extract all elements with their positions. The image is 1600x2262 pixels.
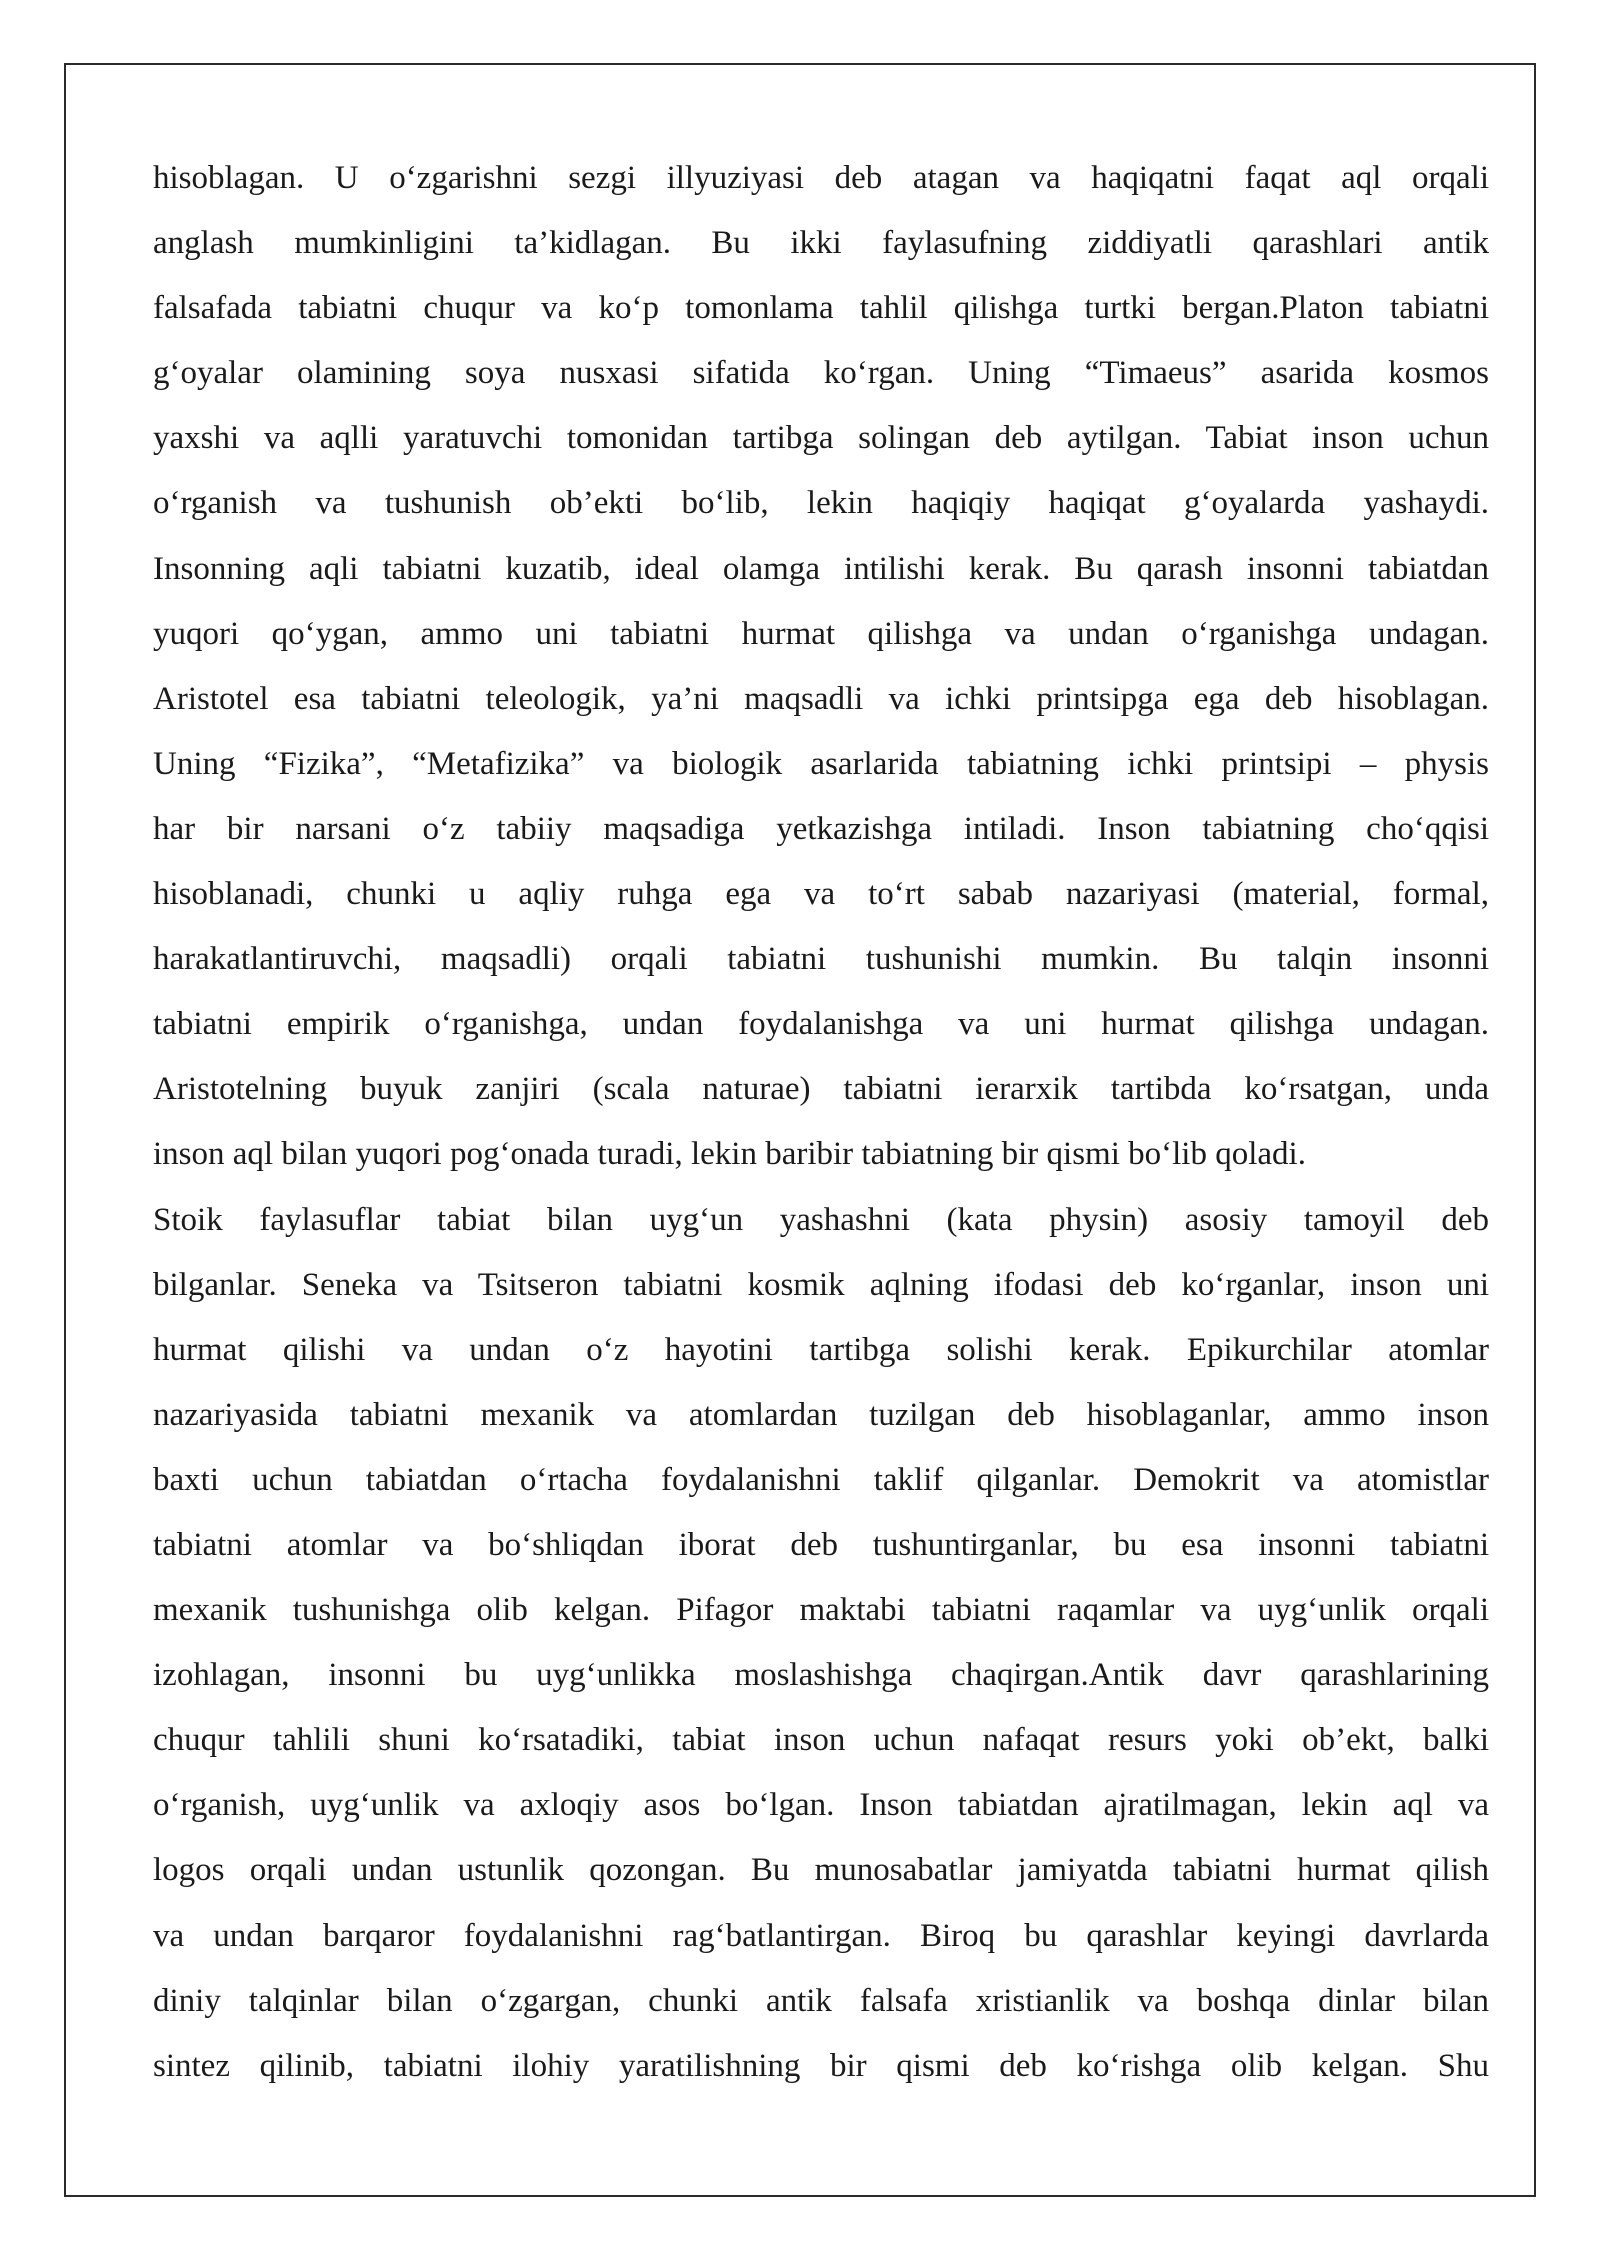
text-line: tabiatni empirik o‘rganishga, undan foydalanishga va uni hurmat qilishga undagan. [153,1006,1489,1043]
text-line: baxti uchun tabiatdan o‘rtacha foydalanishni taklif qilganlar. Demokrit va atomistlar [153,1461,1489,1498]
text-line: harakatlantiruvchi, maqsadli) orqali tabiatni tushunishi mumkin. Bu talqin insonni [153,941,1489,978]
text-line: diniy talqinlar bilan o‘zgargan, chunki antik falsafa xristianlik va boshqa dinlar bilan [153,1982,1489,2019]
text-line: yuqori qo‘ygan, ammo uni tabiatni hurmat qilishga va undan o‘rganishga undagan. [153,615,1489,652]
text-line: o‘rganish, uyg‘unlik va axloqiy asos bo‘lgan. Inson tabiatdan ajratilmagan, lekin aql va [153,1787,1489,1824]
text-line: Insonning aqli tabiatni kuzatib, ideal olamga intilishi kerak. Bu qarash insonni tabiatdan [153,550,1489,587]
text-line: va undan barqaror foydalanishni rag‘batlantirgan. Biroq bu qarashlar keyingi davrlarda [153,1917,1489,1954]
text-line: bilganlar. Seneka va Tsitseron tabiatni kosmik aqlning ifodasi deb ko‘rganlar, inson uni [153,1266,1489,1303]
text-line: izohlagan, insonni bu uyg‘unlikka moslashishga chaqirgan.Antik davr qarashlarining [153,1657,1489,1694]
text-line: Aristotelning buyuk zanjiri (scala naturae) tabiatni ierarxik tartibda ko‘rsatgan, unda [153,1071,1489,1108]
text-line: tabiatni atomlar va bo‘shliqdan iborat deb tushuntirganlar, bu esa insonni tabiatni [153,1526,1489,1563]
text-line: Aristotel esa tabiatni teleologik, ya’ni maqsadli va ichki printsipga ega deb hisoblagan. [153,680,1489,717]
text-line: mexanik tushunishga olib kelgan. Pifagor maktabi tabiatni raqamlar va uyg‘unlik orqali [153,1592,1489,1629]
text-line: hisoblanadi, chunki u aqliy ruhga ega va to‘rt sabab nazariyasi (material, formal, [153,876,1489,913]
text-line: hurmat qilishi va undan o‘z hayotini tartibga solishi kerak. Epikurchilar atomlar [153,1331,1489,1368]
text-line: Uning “Fizika”, “Metafizika” va biologik asarlarida tabiatning ichki printsipi – physis [153,745,1489,782]
text-line: o‘rganish va tushunish ob’ekti bo‘lib, lekin haqiqiy haqiqat g‘oyalarda yashaydi. [153,485,1489,522]
text-line: hisoblagan. U o‘zgarishni sezgi illyuziyasi deb atagan va haqiqatni faqat aql orqali [153,160,1489,196]
text-line: yaxshi va aqlli yaratuvchi tomonidan tartibga solingan deb aytilgan. Tabiat inson uchun [153,420,1489,457]
text-line: Stoik faylasuflar tabiat bilan uyg‘un yashashni (kata physin) asosiy tamoyil deb [153,1201,1489,1238]
text-line: g‘oyalar olamining soya nusxasi sifatida ko‘rgan. Uning “Timaeus” asarida kosmos [153,355,1489,392]
text-line: logos orqali undan ustunlik qozongan. Bu munosabatlar jamiyatda tabiatni hurmat qilish [153,1852,1489,1889]
text-line: har bir narsani o‘z tabiiy maqsadiga yetkazishga intiladi. Inson tabiatning cho‘qqisi [153,810,1489,847]
text-line: sintez qilinib, tabiatni ilohiy yaratilishning bir qismi deb ko‘rishga olib kelgan. Shu [153,2047,1489,2084]
text-line: falsafada tabiatni chuqur va ko‘p tomonlama tahlil qilishga turtki bergan.Platon tabiatni [153,290,1489,327]
text-line: inson aql bilan yuqori pog‘onada turadi, lekin baribir tabiatning bir qismi bo‘lib qoladi. [153,1136,1306,1173]
text-line: anglash mumkinligini ta’kidlagan. Bu ikki faylasufning ziddiyatli qarashlari antik [153,225,1489,262]
text-line: nazariyasida tabiatni mexanik va atomlardan tuzilgan deb hisoblaganlar, ammo inson [153,1396,1489,1433]
body-text [153,146,1489,2099]
text-line: chuqur tahlili shuni ko‘rsatadiki, tabiat inson uchun nafaqat resurs yoki ob’ekt, balki [153,1722,1489,1759]
